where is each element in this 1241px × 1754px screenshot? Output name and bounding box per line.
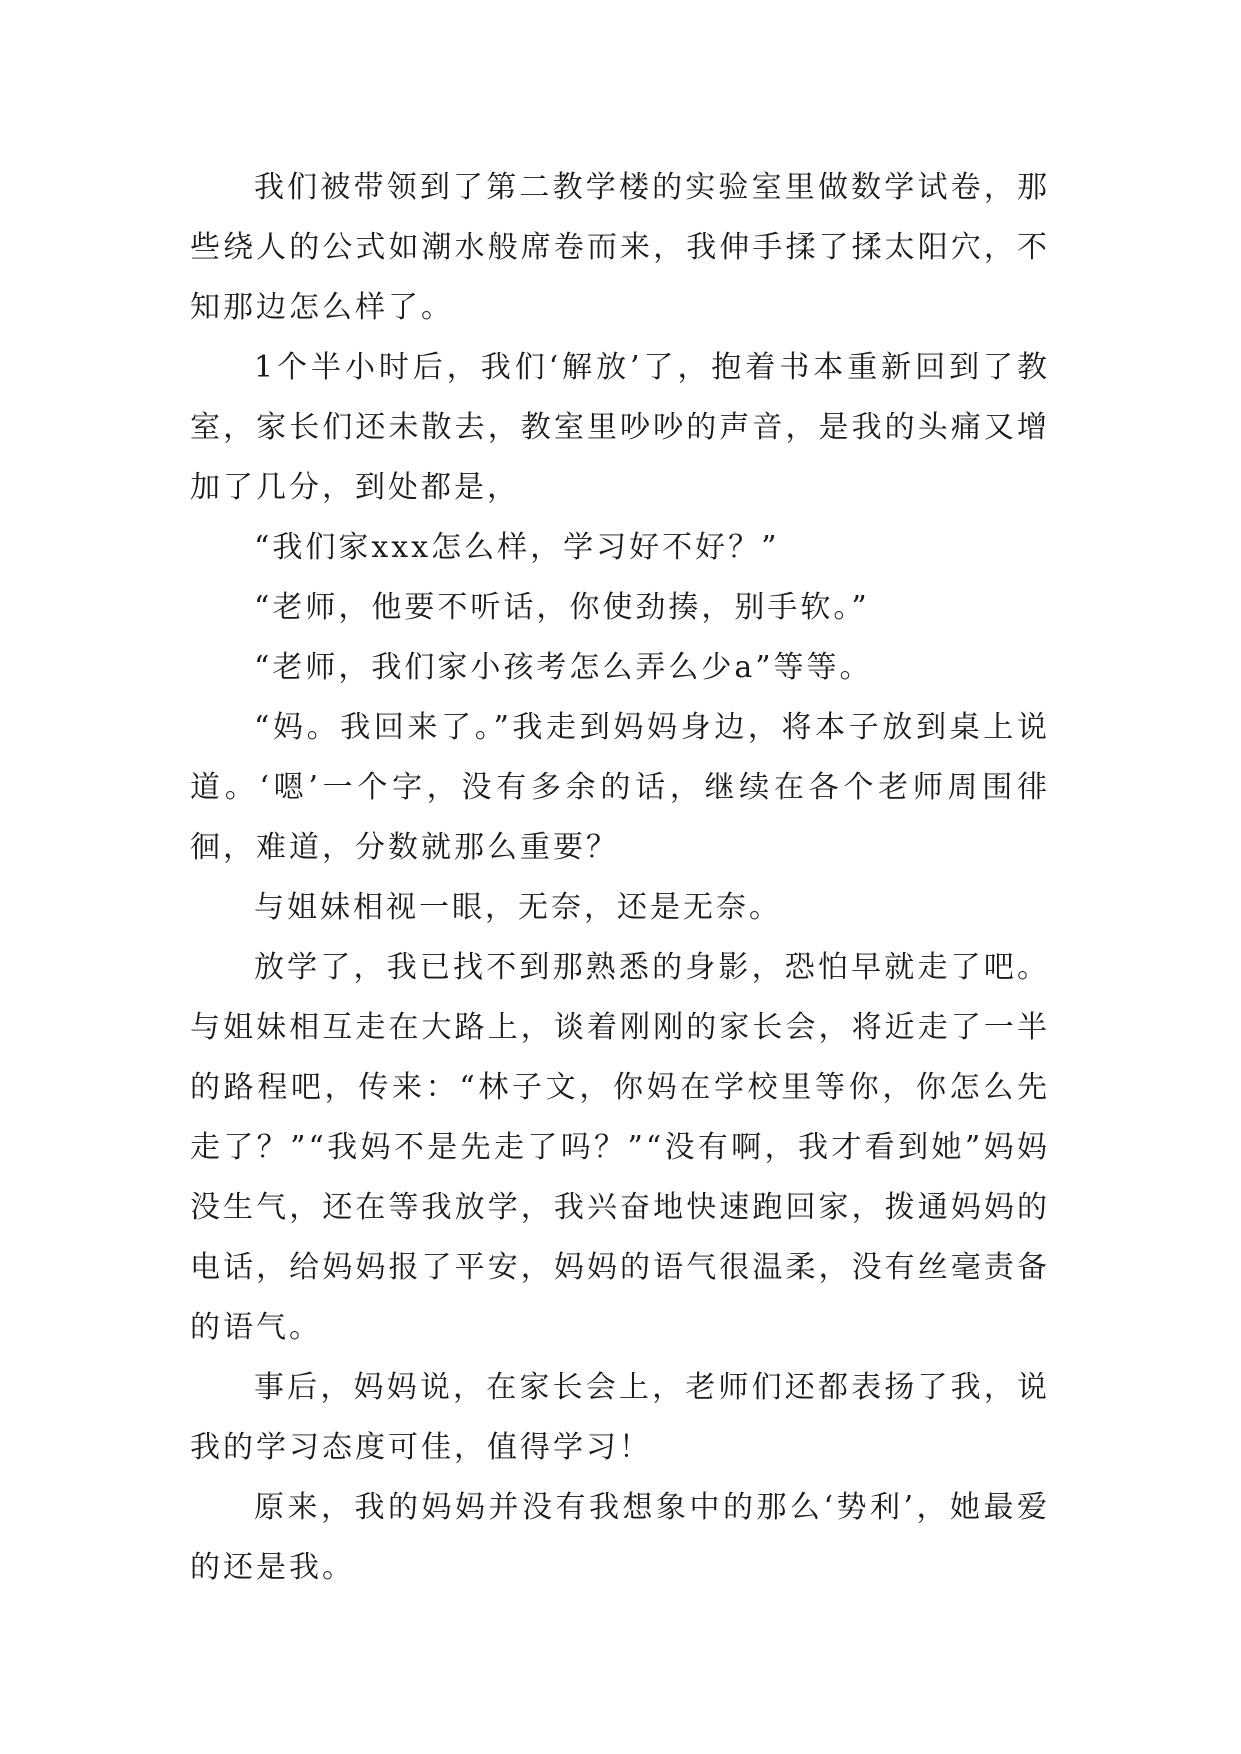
paragraph-quote: “我们家xxx怎么样，学习好不好？”	[254, 530, 780, 565]
paragraph: “妈。我回来了。”我走到妈妈身边，将本子放到桌上说道。‘嗯’一个字，没有多余的话，继续在各个老师周围徘徊，难道，分数就那么重要？	[190, 710, 1050, 865]
paragraph: 与姐妹相视一眼，无奈，还是无奈。	[254, 890, 782, 925]
paragraph: 原来，我的妈妈并没有我想象中的那么‘势利’，她最爱的还是我。	[190, 1490, 1050, 1585]
document-body	[190, 158, 1050, 1598]
paragraph-quote: “老师，他要不听话，你使劲揍，别手软。”	[254, 590, 870, 625]
paragraph: 1个半小时后，我们‘解放’了，抱着书本重新回到了教室，家长们还未散去，教室里吵吵的声音，是我的头痛又增加了几分，到处都是，	[190, 350, 1050, 505]
paragraph: 我们被带领到了第二教学楼的实验室里做数学试卷，那些绕人的公式如潮水般席卷而来，我伸手揉了揉太阳穴，不知那边怎么样了。	[190, 170, 1050, 325]
paragraph: 放学了，我已找不到那熟悉的身影，恐怕早就走了吧。与姐妹相互走在大路上，谈着刚刚的家长会，将近走了一半的路程吧，传来：“林子文，你妈在学校里等你，你怎么先走了？”“我妈不是先走了吗？”“没有啊，我才看到她”妈妈没生气，还在等我放学，我兴奋地快速跑回家，拨通妈妈的电话，给妈妈报了平安，妈妈的语气很温柔，没有丝毫责备的语气。	[190, 950, 1050, 1345]
paragraph-quote: “老师，我们家小孩考怎么弄么少a”等等。	[254, 650, 873, 685]
paragraph: 事后，妈妈说，在家长会上，老师们还都表扬了我，说我的学习态度可佳，值得学习！	[190, 1370, 1050, 1465]
